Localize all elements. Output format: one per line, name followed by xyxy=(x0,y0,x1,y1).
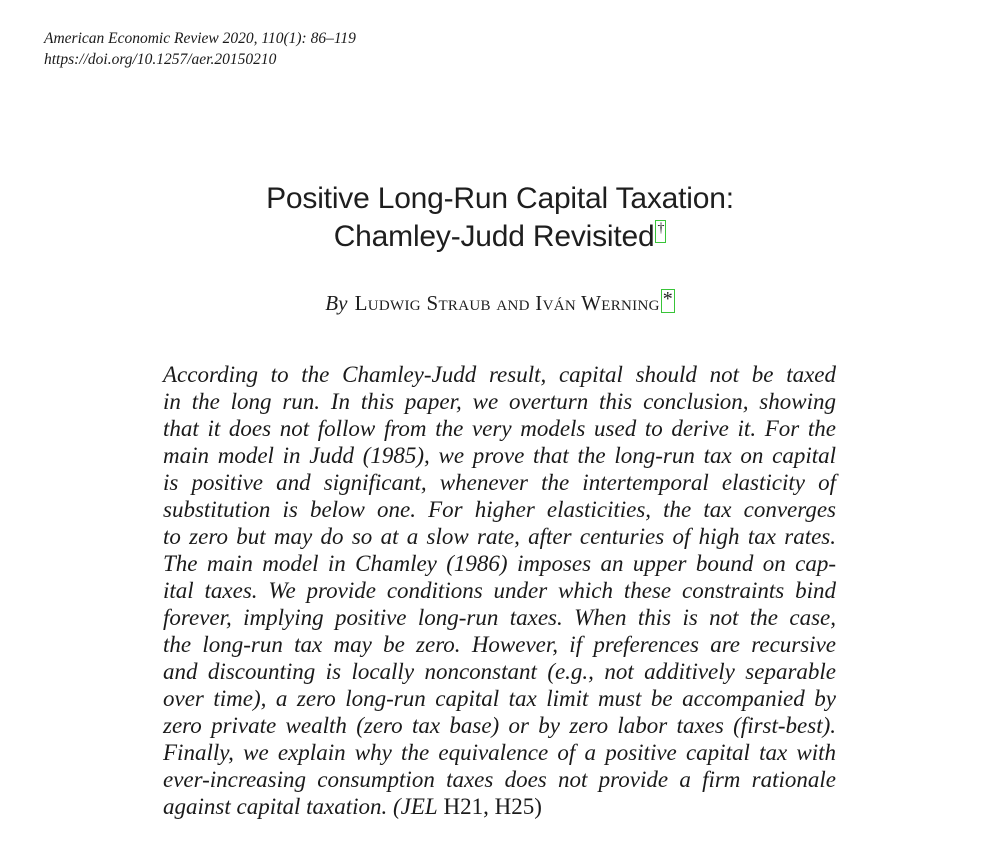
journal-citation: American Economic Review 2020, 110(1): 86–119 xyxy=(44,30,356,47)
title-line-2 xyxy=(200,218,800,256)
title-line-1: Positive Long-Run Capital Taxation: xyxy=(266,182,734,215)
abstract-line: substitution is below one. For higher elasticities, the tax converges xyxy=(163,497,836,522)
author-byline xyxy=(200,288,800,318)
jel-label: JEL xyxy=(400,794,438,819)
title-footnote-link[interactable]: † xyxy=(655,220,666,243)
abstract-line: over time), a zero long-run capital tax limit must be accompanied by xyxy=(163,686,836,711)
author-names: Ludwig Straub and Iván Werning xyxy=(354,291,660,315)
abstract-line: ever-increasing consumption taxes does not provide a firm rationale xyxy=(163,767,836,792)
abstract-line: forever, implying positive long-run taxes. When this is not the case, xyxy=(163,605,836,630)
abstract-line: in the long run. In this paper, we overturn this conclusion, showing xyxy=(163,389,836,414)
abstract-line: and discounting is locally nonconstant (e.g., not additively separable xyxy=(163,659,836,684)
byline-by: By xyxy=(325,291,348,315)
abstract-line: Finally, we explain why the equivalence of a positive capital tax with xyxy=(163,740,836,765)
abstract-line: to zero but may do so at a slow rate, after centuries of high tax rates. xyxy=(163,524,836,549)
abstract-line: The main model in Chamley (1986) imposes an upper bound on cap- xyxy=(163,551,836,576)
title-line-2-text: Chamley-Judd Revisited xyxy=(333,220,655,253)
abstract-line: that it does not follow from the very models used to derive it. For the xyxy=(163,416,836,441)
abstract xyxy=(163,361,836,820)
abstract-line: the long-run tax may be zero. However, if preferences are recursive xyxy=(163,632,836,657)
doi-link[interactable]: https://doi.org/10.1257/aer.20150210 xyxy=(44,51,277,68)
abstract-line: is positive and significant, whenever the intertemporal elasticity of xyxy=(163,470,836,495)
abstract-line: main model in Judd (1985), we prove that the long-run tax on capital xyxy=(163,443,836,468)
jel-codes: H21, H25) xyxy=(437,794,542,819)
author-footnote-link[interactable]: * xyxy=(661,289,675,313)
paper-title xyxy=(200,180,800,256)
abstract-line: zero private wealth (zero tax base) or by zero labor taxes (first-best). xyxy=(163,713,836,738)
abstract-last-line-text: against capital taxation. ( xyxy=(163,794,401,819)
abstract-last-line xyxy=(163,793,836,820)
abstract-line: According to the Chamley-Judd result, capital should not be taxed xyxy=(163,362,836,387)
citation-header xyxy=(44,28,356,70)
abstract-line: ital taxes. We provide conditions under which these constraints bind xyxy=(163,578,836,603)
